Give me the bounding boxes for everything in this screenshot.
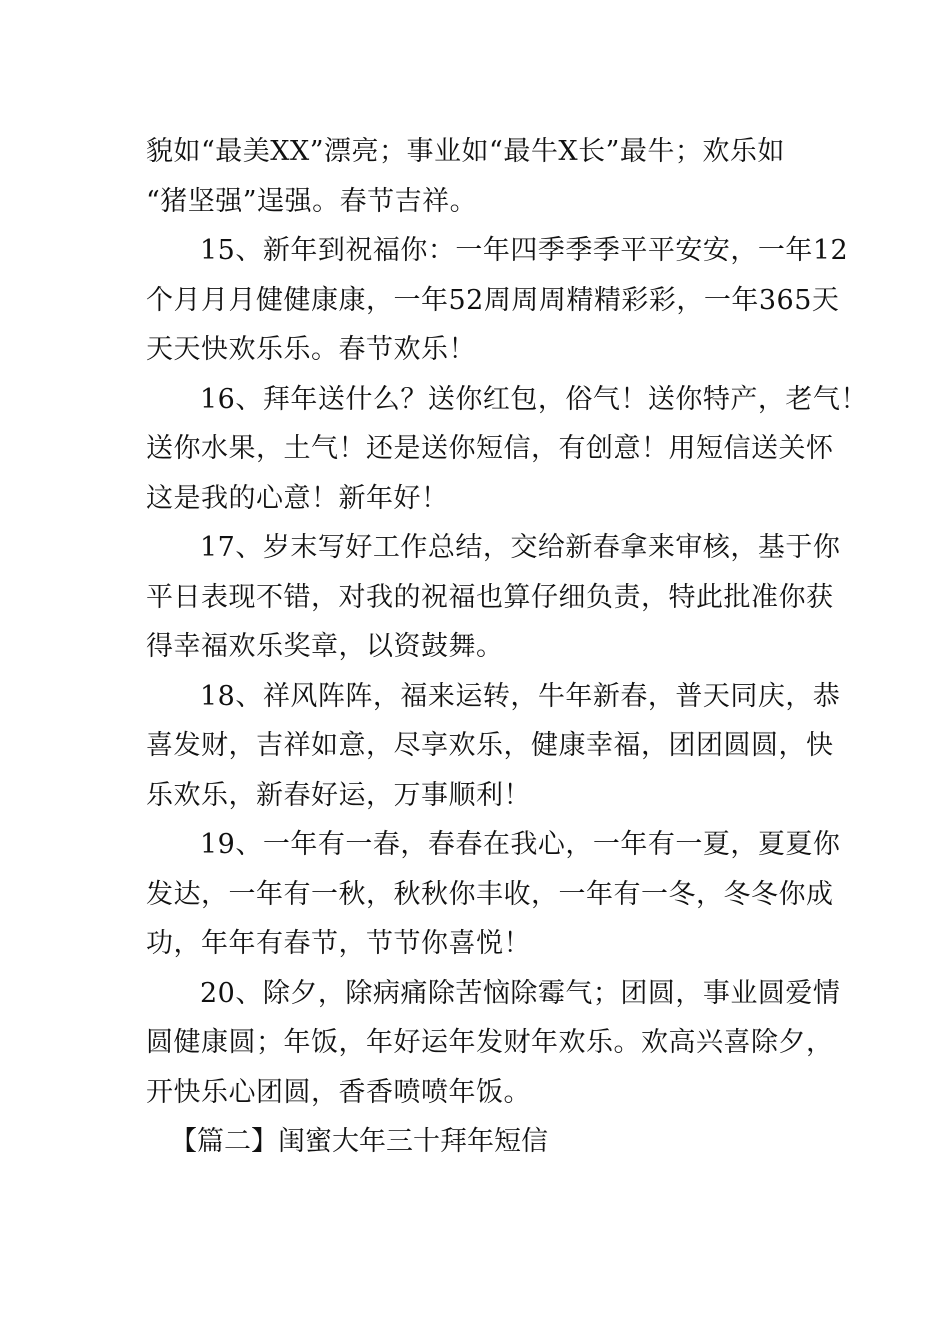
text-line: 20、除夕，除病痛除苦恼除霉气；团圆，事业圆爱情 <box>200 977 841 1009</box>
paragraph-20 <box>146 969 841 1118</box>
paragraph-17 <box>146 523 841 672</box>
text-line: 17、岁末写好工作总结，交给新春拿来审核，基于你 <box>200 532 841 563</box>
text-line: 天天快欢乐乐。春节欢乐！ <box>146 334 476 365</box>
paragraph-16 <box>146 375 868 524</box>
text-line: 19、一年有一春，春春在我心，一年有一夏，夏夏你 <box>200 829 841 860</box>
text-line: 15、新年到祝福你：一年四季季季平平安安，一年12 <box>200 235 849 266</box>
paragraph-continuation <box>146 127 810 226</box>
text-line: 得幸福欢乐奖章，以资鼓舞。 <box>146 631 504 662</box>
text-line: 送你水果，土气！还是送你短信，有创意！用短信送关怀 <box>146 433 834 464</box>
text-line: 平日表现不错，对我的祝福也算仔细负责，特此批准你获 <box>146 581 834 613</box>
text-line: 开快乐心团圆，香香喷喷年饭。 <box>146 1076 531 1108</box>
document-body <box>146 127 868 1167</box>
text-line: “猪坚强”逞强。春节吉祥。 <box>146 185 478 217</box>
text-line: 16、拜年送什么？送你红包，俗气！送你特产，老气！ <box>200 383 868 415</box>
text-line: 貌如“最美XX”漂亮；事业如“最牛X长”最牛；欢乐如 <box>146 136 785 167</box>
text-line: 个月月月健健康康，一年52周周周精精彩彩，一年365天 <box>146 284 840 316</box>
text-line: 发达，一年有一秋，秋秋你丰收，一年有一冬，冬冬你成 <box>146 878 834 910</box>
text-line: 这是我的心意！新年好！ <box>146 482 449 514</box>
text-line: 喜发财，吉祥如意，尽享欢乐，健康幸福，团团圆圆，快 <box>146 730 834 761</box>
paragraph-15 <box>146 226 849 375</box>
paragraph-19 <box>146 820 841 969</box>
section-heading: 【篇二】闺蜜大年三十拜年短信 <box>170 1126 548 1157</box>
paragraph-18 <box>146 672 841 821</box>
text-line: 功，年年有春节，节节你喜悦！ <box>146 928 531 959</box>
text-line: 乐欢乐，新春好运，万事顺利！ <box>146 779 531 811</box>
text-line: 圆健康圆；年饭，年好运年发财年欢乐。欢高兴喜除夕， <box>146 1027 834 1058</box>
text-line: 18、祥风阵阵，福来运转，牛年新春，普天同庆，恭 <box>200 680 841 712</box>
